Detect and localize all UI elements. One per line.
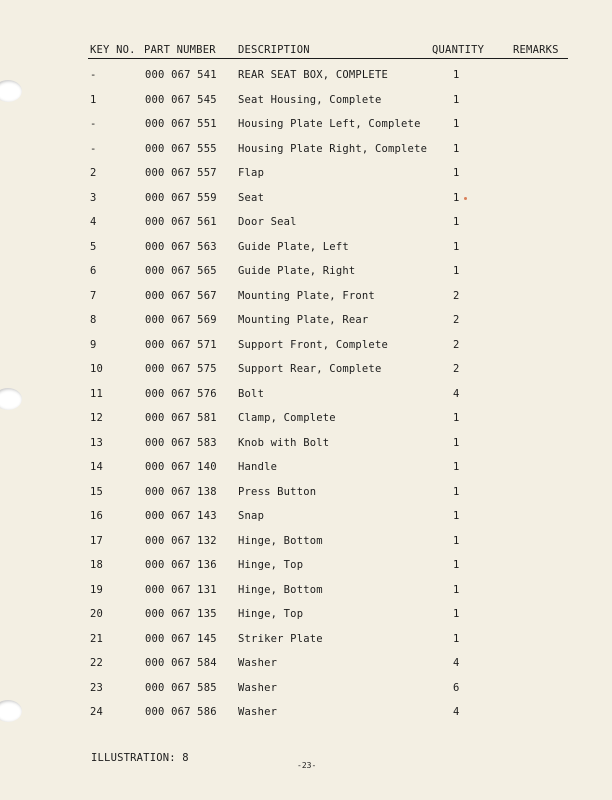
quantity-cell: 1 [453, 632, 460, 645]
key-no-cell: - [90, 118, 97, 130]
description-cell: Clamp, Complete [238, 412, 336, 424]
key-no-cell: 4 [90, 216, 97, 228]
description-cell: Guide Plate, Left [238, 240, 349, 253]
part-number-cell: 000 067 586 [145, 706, 217, 718]
quantity-cell: 1 [453, 69, 460, 81]
description-cell: Guide Plate, Right [238, 265, 356, 277]
key-no-cell: 12 [90, 412, 104, 424]
parts-table [0, 69, 612, 731]
key-no-cell: 11 [90, 387, 104, 400]
description-cell: Housing Plate Right, Complete [238, 142, 428, 155]
table-row [0, 314, 612, 339]
table-row [0, 265, 612, 290]
table-row [0, 339, 612, 364]
key-no-cell: 8 [90, 314, 97, 326]
table-row [0, 388, 612, 413]
part-number-cell: 000 067 135 [145, 608, 217, 620]
part-number-cell: 000 067 541 [145, 69, 217, 81]
description-cell: Striker Plate [238, 632, 323, 645]
part-number-cell: 000 067 583 [145, 436, 217, 449]
table-row [0, 535, 612, 560]
description-cell: Hinge, Top [238, 608, 304, 620]
key-no-cell: 19 [90, 583, 104, 596]
quantity-cell: 1 [453, 559, 460, 571]
table-row [0, 69, 612, 94]
quantity-cell: 1 [453, 461, 460, 473]
table-row [0, 94, 612, 119]
quantity-cell: 1 [453, 412, 460, 424]
quantity-cell: 2 [453, 289, 460, 302]
quantity-cell: 1 [453, 240, 460, 253]
key-no-cell: 16 [90, 510, 104, 522]
table-row [0, 682, 612, 707]
key-no-cell: 14 [90, 461, 104, 473]
table-row [0, 657, 612, 682]
key-no-cell: 3 [90, 191, 97, 204]
part-number-cell: 000 067 575 [145, 363, 217, 375]
description-cell: Handle [238, 461, 278, 473]
key-no-cell: - [90, 69, 97, 81]
part-number-cell: 000 067 551 [145, 118, 217, 130]
key-no-cell: 5 [90, 240, 97, 253]
key-no-cell: 20 [90, 608, 104, 620]
key-no-cell: 7 [90, 289, 97, 302]
quantity-cell: 2 [453, 363, 460, 375]
table-row [0, 486, 612, 511]
table-row [0, 118, 612, 143]
description-cell: Hinge, Top [238, 559, 304, 571]
part-number-cell: 000 067 563 [145, 240, 217, 253]
part-number-cell: 000 067 567 [145, 289, 217, 302]
part-number-cell: 000 067 545 [145, 93, 217, 106]
key-no-cell: 17 [90, 534, 104, 547]
key-no-cell: 21 [90, 632, 104, 645]
description-cell: Mounting Plate, Front [238, 289, 375, 302]
part-number-cell: 000 067 145 [145, 632, 217, 645]
part-number-cell: 000 067 555 [145, 142, 217, 155]
table-row [0, 241, 612, 266]
quantity-cell: 1 [453, 485, 460, 498]
table-row [0, 290, 612, 315]
description-cell: Support Rear, Complete [238, 363, 382, 375]
quantity-cell: 1 [453, 510, 460, 522]
quantity-cell: 1 [453, 583, 460, 596]
part-number-cell: 000 067 581 [145, 412, 217, 424]
table-row [0, 437, 612, 462]
part-number-cell: 000 067 585 [145, 681, 217, 694]
table-row [0, 633, 612, 658]
key-no-cell: - [90, 142, 97, 155]
key-no-cell: 13 [90, 436, 104, 449]
quantity-cell: 1 [453, 216, 460, 228]
part-number-cell: 000 067 131 [145, 583, 217, 596]
quantity-cell: 2 [453, 314, 460, 326]
page-number: -23- [297, 761, 317, 770]
table-row [0, 143, 612, 168]
table-row [0, 363, 612, 388]
part-number-cell: 000 067 584 [145, 657, 217, 669]
key-no-cell: 6 [90, 265, 97, 277]
part-number-cell: 000 067 143 [145, 510, 217, 522]
header-underline [88, 58, 568, 59]
table-row [0, 461, 612, 486]
table-row [0, 608, 612, 633]
description-cell: Flap [238, 167, 265, 179]
part-number-cell: 000 067 557 [145, 167, 217, 179]
quantity-cell: 6 [453, 681, 460, 694]
illustration-label: ILLUSTRATION: 8 [91, 752, 189, 764]
part-number-cell: 000 067 132 [145, 534, 217, 547]
quantity-cell: 1 [453, 608, 460, 620]
header-key-no: KEY NO. [90, 44, 136, 56]
key-no-cell: 22 [90, 657, 104, 669]
stray-ink-mark [464, 197, 467, 200]
quantity-cell: 1 [453, 436, 460, 449]
key-no-cell: 10 [90, 363, 104, 375]
quantity-cell: 1 [453, 534, 460, 547]
key-no-cell: 24 [90, 706, 104, 718]
table-row [0, 559, 612, 584]
description-cell: Housing Plate Left, Complete [238, 118, 421, 130]
quantity-cell: 4 [453, 657, 460, 669]
key-no-cell: 15 [90, 485, 104, 498]
quantity-cell: 1 [453, 265, 460, 277]
description-cell: Support Front, Complete [238, 338, 388, 351]
table-row [0, 510, 612, 535]
part-number-cell: 000 067 559 [145, 191, 217, 204]
part-number-cell: 000 067 140 [145, 461, 217, 473]
description-cell: Mounting Plate, Rear [238, 314, 369, 326]
quantity-cell: 2 [453, 338, 460, 351]
table-row [0, 167, 612, 192]
header-description: DESCRIPTION [238, 44, 310, 56]
key-no-cell: 23 [90, 681, 104, 694]
part-number-cell: 000 067 138 [145, 485, 217, 498]
key-no-cell: 2 [90, 167, 97, 179]
part-number-cell: 000 067 569 [145, 314, 217, 326]
header-part-number: PART NUMBER [144, 44, 216, 56]
key-no-cell: 1 [90, 93, 97, 106]
description-cell: REAR SEAT BOX, COMPLETE [238, 69, 388, 81]
quantity-cell: 1 [453, 118, 460, 130]
description-cell: Bolt [238, 387, 265, 400]
table-row [0, 584, 612, 609]
description-cell: Knob with Bolt [238, 436, 330, 449]
table-row [0, 706, 612, 731]
header-quantity: QUANTITY [432, 44, 485, 56]
key-no-cell: 9 [90, 338, 97, 351]
description-cell: Snap [238, 510, 265, 522]
table-row [0, 216, 612, 241]
table-row [0, 192, 612, 217]
description-cell: Washer [238, 706, 278, 718]
part-number-cell: 000 067 565 [145, 265, 217, 277]
part-number-cell: 000 067 571 [145, 338, 217, 351]
description-cell: Press Button [238, 485, 317, 498]
quantity-cell: 1 [453, 167, 460, 179]
part-number-cell: 000 067 576 [145, 387, 217, 400]
quantity-cell: 4 [453, 706, 460, 718]
description-cell: Seat Housing, Complete [238, 93, 382, 106]
quantity-cell: 1 [453, 142, 460, 155]
description-cell: Hinge, Bottom [238, 583, 323, 596]
quantity-cell: 1 [453, 93, 460, 106]
description-cell: Seat [238, 191, 265, 204]
description-cell: Washer [238, 657, 278, 669]
part-number-cell: 000 067 561 [145, 216, 217, 228]
description-cell: Door Seal [238, 216, 297, 228]
key-no-cell: 18 [90, 559, 104, 571]
part-number-cell: 000 067 136 [145, 559, 217, 571]
table-row [0, 412, 612, 437]
description-cell: Hinge, Bottom [238, 534, 323, 547]
quantity-cell: 4 [453, 387, 460, 400]
header-remarks: REMARKS [513, 44, 559, 56]
quantity-cell: 1 [453, 191, 460, 204]
description-cell: Washer [238, 681, 278, 694]
